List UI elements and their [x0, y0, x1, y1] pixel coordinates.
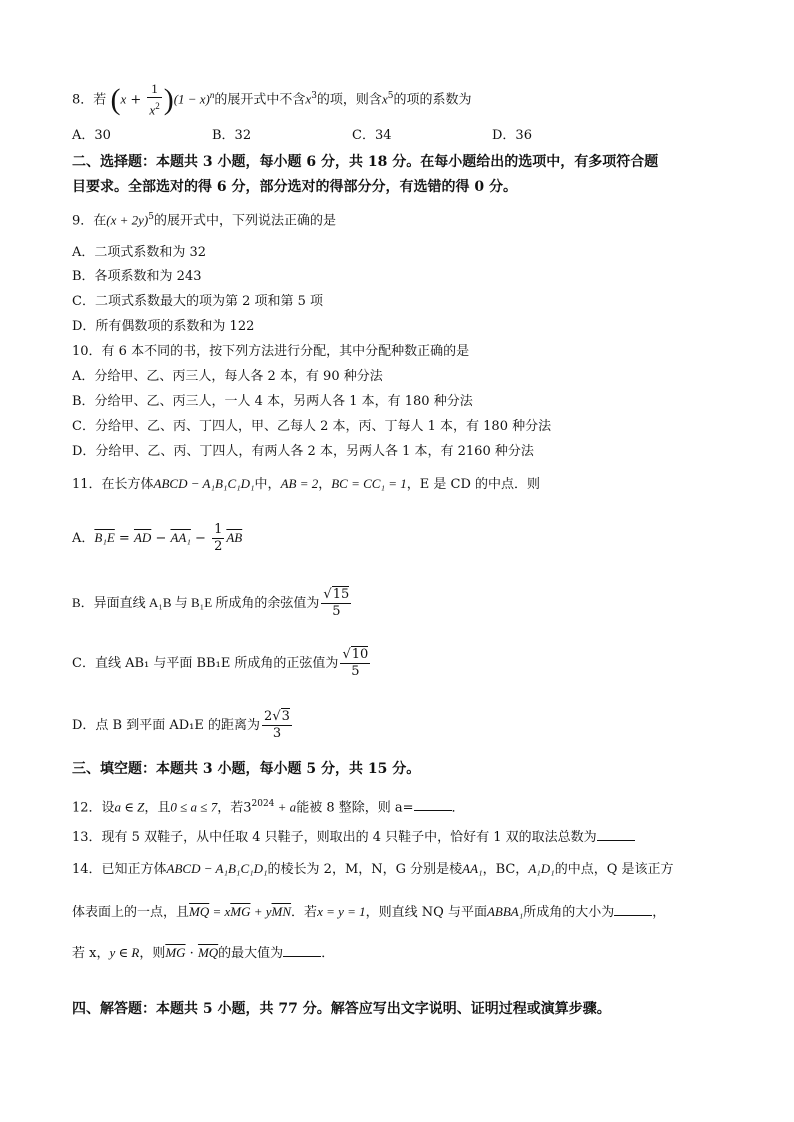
q9-stem-pre: 9．在 — [72, 213, 107, 229]
q11-a-label: A． — [72, 531, 95, 546]
q11-stem — [72, 475, 540, 494]
q11-c-value: $\frac{√10}{5}$ — [342, 647, 369, 679]
q14-line1-pre: 14．已知正方体 — [72, 862, 167, 877]
q10-option-b[interactable]: B．分给甲、乙、丙三人，一人 4 本，另两人各 1 本，有 180 种分法 — [72, 394, 473, 409]
q14-line1-post: 的中点，Q 是该正方 — [554, 862, 674, 877]
q9-exp: 5 — [148, 212, 154, 222]
q8-exp-3: 3 — [311, 91, 317, 101]
q12-pre: 12．设 — [72, 800, 115, 816]
q11-a-vec1: B₁E — [94, 530, 115, 545]
q12-stem — [72, 795, 465, 817]
q11-a-vec3: AA₁ — [170, 530, 191, 545]
section2-heading-line2: 目要求。全部选对的得 6 分，部分选对的得部分分，有选错的得 0 分。 — [72, 179, 517, 195]
q10-stem: 10．有 6 本不同的书，按下列方法进行分配，其中分配种数正确的是 — [72, 344, 470, 359]
q8-fraction — [147, 81, 161, 118]
q8-option-d[interactable]: D．36 — [492, 128, 532, 143]
q11-stem-pre: 11．在长方体 — [72, 477, 154, 492]
q8-factor: (1 − x) — [173, 91, 210, 107]
q14-line2 — [72, 903, 665, 922]
q11-bc: BC = CC₁ = 1 — [331, 476, 407, 491]
section4-heading: 四、解答题：本题共 5 小题，共 77 分。解答应写出文字说明、证明过程或演算步骤。 — [72, 1001, 611, 1017]
q14-vec-mn: $\overline{MN}$ — [271, 904, 292, 919]
q9-stem-post: 的展开式中，下列说法正确的是 — [154, 213, 337, 229]
q11-b-value: $\frac{√15}{5}$ — [323, 587, 350, 619]
q8-text1: 的展开式中不含 — [214, 92, 306, 108]
q9-option-d[interactable]: D．所有偶数项的系数和为 122 — [72, 319, 255, 334]
q14-line2-end: 所成角的大小为 — [523, 905, 615, 920]
q11-comma: ， — [318, 477, 332, 492]
q14-line1-mid: 的棱长为 2，M，N，G 分别是棱 — [267, 862, 463, 877]
q8-option-c[interactable]: C．34 — [352, 128, 392, 143]
q14-line3-post: 的最大值为 — [218, 946, 284, 961]
q8-x3: x — [305, 91, 312, 107]
q8-x: x — [120, 91, 127, 107]
section3-heading: 三、填空题：本题共 3 小题，每小题 5 分，共 15 分。 — [72, 761, 421, 777]
q11-solid: ABCD − A₁B₁C₁D₁ — [153, 476, 255, 491]
q14-answer-blank-1[interactable] — [614, 903, 652, 916]
q14-vec-mg: $\overline{MG}$ — [230, 904, 251, 919]
q11-a-minus: − — [151, 531, 171, 546]
q8-option-b[interactable]: B．32 — [212, 128, 252, 143]
q12-plus-a: + a — [274, 799, 297, 815]
q10-option-c[interactable]: C．分给甲、乙、丙、丁四人，甲、乙每人 2 本，丙、丁每人 1 本，有 180 种分法 — [72, 419, 552, 434]
q13-text: 13．现有 5 双鞋子，从中任取 4 只鞋子，则取出的 4 只鞋子中，恰好有 1 双的取法总数为 — [72, 830, 597, 845]
q14-line2-mid: ．若 — [291, 905, 318, 920]
q8-prefix: 若 — [93, 92, 107, 108]
q14-yr: y ∈ R — [109, 945, 140, 960]
q8-text3: 的项的系数为 — [393, 92, 472, 108]
q14-eq: = x — [209, 904, 231, 919]
q8-stem — [72, 78, 471, 118]
q8-exp-n: n — [209, 90, 215, 100]
q10-option-a[interactable]: A．分给甲、乙、丙三人，每人各 2 本，有 90 种分法 — [72, 369, 383, 384]
q12-exp: 2024 — [251, 799, 275, 809]
q9-stem — [72, 208, 336, 230]
q9-option-c[interactable]: C．二项式系数最大的项为第 2 项和第 5 项 — [72, 294, 324, 309]
q11-a-vec4: $\overline{AB}$ — [226, 530, 243, 545]
q14-line3-mid: ，则 — [139, 946, 166, 961]
q11-option-a[interactable] — [72, 520, 242, 557]
q8-options — [72, 127, 532, 145]
q8-number: 8． — [72, 92, 94, 108]
q8-x5: x — [381, 91, 388, 107]
q11-a-half: $\frac{1}{2}$ — [214, 522, 223, 554]
q13-stem — [72, 828, 635, 847]
q11-option-c[interactable] — [72, 646, 372, 682]
q14-line1-mid2: ，BC， — [482, 862, 529, 877]
q14-solid: ABCD − A₁B₁C₁D₁ — [166, 861, 268, 876]
q14-line1 — [72, 860, 673, 879]
q9-option-a[interactable]: A．二项式系数和为 32 — [72, 245, 207, 260]
q12-mid2: ，若 — [217, 800, 244, 816]
q14-vec-mq2: $\overline{MQ}$ — [197, 945, 219, 960]
q12-cond1: a ∈ Z — [114, 799, 145, 815]
q8-text2: 的项，则含 — [316, 92, 382, 108]
q8-plus: + — [130, 92, 142, 108]
q14-answer-blank-2[interactable] — [283, 944, 321, 957]
q8-exp-5: 5 — [387, 91, 394, 101]
q14-line2-post: ，则直线 NQ 与平面 — [365, 905, 487, 920]
q14-dot: · — [185, 946, 198, 961]
q11-b-text: B．异面直线 A₁B 与 B₁E 所成角的余弦值为 — [72, 595, 320, 610]
q12-answer-blank[interactable] — [414, 798, 452, 811]
q11-a-vec2: $\overline{AD}$ — [133, 530, 152, 545]
q11-c-text: C．直线 AB₁ 与平面 BB₁E 所成角的正弦值为 — [72, 656, 339, 671]
q14-end: ． — [321, 946, 335, 961]
q9-expr: (x + 2y) — [106, 212, 149, 228]
q9-option-b[interactable]: B．各项系数和为 243 — [72, 269, 202, 284]
q11-mid2: ，E 是 CD 的中点．则 — [406, 477, 541, 492]
q14-line3-pre: 若 x， — [72, 946, 110, 961]
q11-ab: AB = 2 — [280, 476, 319, 491]
q11-option-d[interactable] — [72, 708, 294, 744]
q12-end: ． — [451, 800, 465, 816]
q11-a-eq: = — [114, 531, 134, 546]
q11-mid1: 中， — [254, 477, 281, 492]
q14-line2-comma: ， — [652, 905, 666, 920]
q8-close-paren: ) — [163, 82, 174, 116]
q8-open-paren: ( — [110, 82, 121, 116]
q14-line2-pre: 体表面上的一点，且 — [72, 905, 190, 920]
q11-option-b[interactable] — [72, 585, 353, 622]
q12-cond2: 0 ≤ a ≤ 7 — [170, 799, 218, 815]
q14-a1d1: A₁D₁ — [528, 861, 555, 876]
q14-aa1: AA₁ — [462, 861, 483, 876]
q14-plane: ABBA₁ — [486, 904, 524, 919]
q13-answer-blank[interactable] — [597, 828, 635, 841]
q14-vec-mg2: $\overline{MG}$ — [165, 945, 186, 960]
q14-line3 — [72, 944, 334, 963]
section2-heading-line1: 二、选择题：本题共 3 小题，每小题 6 分，共 18 分。在每小题给出的选项中，有多项符合题 — [72, 154, 659, 170]
q8-frac-num: 1 — [147, 81, 161, 98]
q11-a-minus2: − — [190, 531, 211, 546]
q12-post: 能被 8 整除，则 a= — [296, 800, 414, 816]
q12-mid: ，且 — [144, 800, 171, 816]
q14-xy: x = y = 1 — [317, 904, 366, 919]
q10-option-d[interactable]: D．分给甲、乙、丙、丁四人，有两人各 2 本，另两人各 1 本，有 2160 种分法 — [72, 444, 534, 459]
q11-d-value: $\frac{2√3}{3}$ — [264, 709, 290, 741]
q11-d-text: D．点 B 到平面 AD₁E 的距离为 — [72, 718, 261, 733]
q12-base: 3 — [243, 800, 252, 816]
q14-vec-mq: $\overline{MQ}$ — [189, 904, 210, 919]
q14-plusy: + y — [250, 904, 272, 919]
q8-frac-den: $x^2$ — [149, 101, 160, 118]
q8-option-a[interactable]: A．30 — [72, 128, 111, 143]
